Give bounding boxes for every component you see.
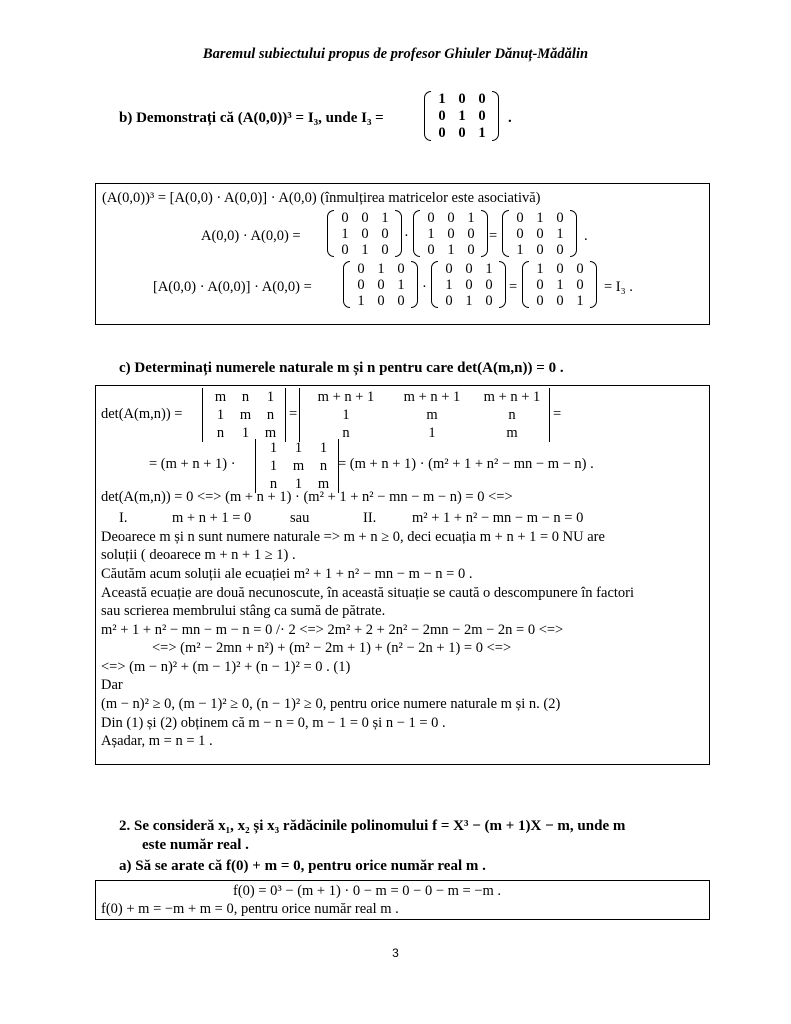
matrix-cell: n <box>319 458 328 474</box>
matrix-cell: 0 <box>361 226 369 242</box>
case-2-eq: m² + 1 + n² − mn − m − n = 0 <box>412 510 584 526</box>
matrix-cell: 0 <box>556 293 564 309</box>
right-parenthesis <box>411 261 418 308</box>
problem-2-line2: este număr real . <box>142 837 249 853</box>
matrix-cell: 1 <box>465 293 473 309</box>
sol-line6: soluții ( deoarece m + n + 1 ≥ 1) . <box>101 547 296 563</box>
page-number: 3 <box>392 946 399 960</box>
matrix-cell: 1 <box>556 277 564 293</box>
matrix-cell: 0 <box>536 277 544 293</box>
matrix-cell: 0 <box>516 210 524 226</box>
matrix-cell: n <box>342 425 350 441</box>
box1-line2-left: A(0,0) · A(0,0) = <box>201 228 301 244</box>
matrix-cell: 0 <box>357 261 365 277</box>
matrix-cell: 1 <box>341 226 349 242</box>
box1-line2-end: . <box>584 228 588 244</box>
matrix-cell: 1 <box>269 458 278 474</box>
matrix-cell: m + n + 1 <box>403 389 461 405</box>
matrix-cell: m <box>426 407 438 423</box>
equals-op: = <box>509 279 518 295</box>
matrix-cell: 0 <box>485 277 493 293</box>
matrix-cell: 0 <box>397 293 405 309</box>
matrix-cell: 0 <box>397 261 405 277</box>
matrix-cell: 1 <box>576 293 584 309</box>
matrix-cell: 0 <box>536 293 544 309</box>
matrix-cell: 1 <box>266 389 275 405</box>
part-b-end: . <box>508 110 512 126</box>
right-bar <box>549 388 550 442</box>
matrix-a00-squared <box>343 261 419 309</box>
box3-line1: f(0) = 0³ − (m + 1) · 0 − m = 0 − 0 − m = −m . <box>233 883 502 899</box>
matrix-cell: n <box>241 389 250 405</box>
left-parenthesis <box>413 210 420 257</box>
case-1-label: I. <box>119 510 128 526</box>
left-parenthesis <box>522 261 529 308</box>
right-parenthesis <box>395 210 402 257</box>
matrix-cell: 0 <box>357 277 365 293</box>
matrix-cell: 0 <box>381 226 389 242</box>
matrix-cell: 1 <box>294 440 303 456</box>
matrix-cell: 0 <box>341 242 349 258</box>
right-parenthesis <box>481 210 488 257</box>
matrix-cell: 0 <box>447 210 455 226</box>
matrix-cell: 0 <box>467 226 475 242</box>
sol-line11: <=> (m² − 2mn + n²) + (m² − 2m + 1) + (n² − 2n + 1) = 0 <=> <box>152 640 512 656</box>
sol-line9: sau scrierea membrului stâng ca sumă de pătrate. <box>101 603 386 619</box>
case-1-eq: m + n + 1 = 0 <box>172 510 252 526</box>
matrix-cell: m <box>239 407 252 423</box>
sol-line15: Din (1) și (2) obținem că m − n = 0, m − 1 = 0 și n − 1 = 0 . <box>101 715 446 731</box>
det-line2-right: = (m + n + 1) · (m² + 1 + n² − mn − m − n) . <box>338 456 594 472</box>
matrix-cell: 1 <box>357 293 365 309</box>
matrix-cell: 0 <box>377 293 385 309</box>
matrix-cell: 1 <box>438 91 446 107</box>
matrix-cell: 1 <box>556 226 564 242</box>
matrix-cell: m + n + 1 <box>317 389 375 405</box>
case-or: sau <box>290 510 310 526</box>
matrix-cell: 0 <box>465 261 473 277</box>
left-parenthesis <box>431 261 438 308</box>
matrix-cell: 0 <box>361 210 369 226</box>
sol-line3: det(A(m,n)) = 0 <=> (m + n + 1) · (m² + 1 + n² − mn − m − n) = 0 <=> <box>101 489 513 505</box>
matrix-cell: 1 <box>536 210 544 226</box>
matrix-cell: 0 <box>445 261 453 277</box>
dot-op: · <box>422 279 427 295</box>
matrix-result <box>502 210 578 258</box>
determinant-2 <box>297 388 555 442</box>
matrix-cell: 0 <box>341 210 349 226</box>
matrix-cell: 1 <box>445 277 453 293</box>
matrix-cell: n <box>269 476 278 492</box>
matrix-a00 <box>327 210 403 258</box>
sol-line14: (m − n)² ≥ 0, (m − 1)² ≥ 0, (n − 1)² ≥ 0, pentru orice numere naturale m și n. (2) <box>101 696 561 712</box>
matrix-cell: 1 <box>397 277 405 293</box>
matrix-cell: 0 <box>445 293 453 309</box>
matrix-cell: m <box>317 476 330 492</box>
left-parenthesis <box>343 261 350 308</box>
page-header: Baremul subiectului propus de profesor Ghiuler Dănuț-Mădălin <box>202 46 589 62</box>
matrix-cell: 0 <box>465 277 473 293</box>
matrix-cell: 0 <box>556 261 564 277</box>
matrix-cell: 0 <box>536 226 544 242</box>
determinant-1 <box>200 388 291 442</box>
problem-2-part-a: a) Să se arate că f(0) + m = 0, pentru orice număr real m . <box>119 858 486 874</box>
matrix-cell: m + n + 1 <box>483 389 541 405</box>
matrix-cell: 1 <box>427 226 435 242</box>
matrix-cell: 0 <box>485 293 493 309</box>
sol-line8: Această ecuație are două necunoscute, în această situație se caută o descompunere în factori <box>101 585 635 601</box>
equals-op: = <box>289 406 298 422</box>
sol-line10: m² + 1 + n² − mn − m − n = 0 /· 2 <=> 2m² + 2 + 2n² − 2mn − 2m − 2n = 0 <=> <box>101 622 564 638</box>
box1-line1: (A(0,0))³ = [A(0,0) · A(0,0)] · A(0,0) (înmulțirea matricelor este asociativă) <box>102 190 541 206</box>
matrix-a00 <box>431 261 507 309</box>
matrix-cell: 1 <box>478 125 486 141</box>
matrix-cell: 1 <box>485 261 493 277</box>
matrix-cell: 1 <box>536 261 544 277</box>
matrix-cell: 1 <box>361 242 369 258</box>
right-parenthesis <box>499 261 506 308</box>
left-bar <box>299 388 300 442</box>
matrix-cell: 0 <box>458 125 466 141</box>
matrix-cell: 1 <box>342 407 350 423</box>
problem-2-line1: 2. Se consideră x₁, x₂ și x₃ rădăcinile polinomului f = X³ − (m + 1)X − m, unde m <box>119 818 626 834</box>
matrix-cell: n <box>216 425 225 441</box>
matrix-cell: 0 <box>438 125 446 141</box>
left-parenthesis <box>424 91 431 141</box>
right-parenthesis <box>590 261 597 308</box>
equals-op: = <box>553 406 562 422</box>
left-bar <box>202 388 203 442</box>
matrix-cell: 0 <box>381 242 389 258</box>
matrix-cell: 1 <box>269 440 278 456</box>
matrix-cell: 0 <box>516 226 524 242</box>
part-c-prompt: c) Determinați numerele naturale m și n pentru care det(A(m,n)) = 0 . <box>119 360 564 376</box>
matrix-cell: 0 <box>576 261 584 277</box>
left-parenthesis <box>502 210 509 257</box>
matrix-cell: 1 <box>516 242 524 258</box>
matrix-cell: m <box>214 389 227 405</box>
matrix-cell: 1 <box>319 440 328 456</box>
left-parenthesis <box>327 210 334 257</box>
part-b-prompt: b) Demonstrați că (A(0,0))³ = I₃, unde I₃ = <box>119 110 384 126</box>
box1-line3-left: [A(0,0) · A(0,0)] · A(0,0) = <box>153 279 312 295</box>
matrix-cell: 0 <box>438 108 446 124</box>
matrix-cell: m <box>506 425 518 441</box>
matrix-cell: 1 <box>241 425 250 441</box>
matrix-identity-result <box>522 261 598 309</box>
matrix-cell: m <box>292 458 305 474</box>
matrix-cell: 0 <box>556 242 564 258</box>
dot-op: · <box>404 228 409 244</box>
sol-line13: Dar <box>101 677 123 693</box>
box3-line2: f(0) + m = −m + m = 0, pentru orice număr real m . <box>101 901 399 917</box>
matrix-cell: 1 <box>467 210 475 226</box>
right-parenthesis <box>492 91 499 141</box>
matrix-cell: 0 <box>427 242 435 258</box>
matrix-cell: m <box>264 425 277 441</box>
matrix-cell: 1 <box>447 242 455 258</box>
sol-line12: <=> (m − n)² + (m − 1)² + (n − 1)² = 0 . (1) <box>101 659 351 675</box>
right-bar <box>285 388 286 442</box>
sol-line7: Căutăm acum soluții ale ecuației m² + 1 + n² − mn − m − n = 0 . <box>101 566 473 582</box>
matrix-cell: 1 <box>377 261 385 277</box>
matrix-cell: 1 <box>428 425 436 441</box>
matrix-cell: 0 <box>458 91 466 107</box>
equals-op: = <box>489 228 498 244</box>
matrix-cell: 1 <box>216 407 225 423</box>
matrix-cell: 0 <box>556 210 564 226</box>
matrix-cell: 0 <box>467 242 475 258</box>
matrix-cell: 0 <box>478 108 486 124</box>
det-line2-left: = (m + n + 1) · <box>149 456 236 472</box>
matrix-cell: 0 <box>576 277 584 293</box>
right-parenthesis <box>570 210 577 257</box>
determinant-3 <box>253 439 344 493</box>
case-2-label: II. <box>363 510 377 526</box>
box1-line3-end: = I₃ . <box>604 279 633 295</box>
sol-line16: Așadar, m = n = 1 . <box>101 733 213 749</box>
sol-line5: Deoarece m și n sunt numere naturale => m + n ≥ 0, deci ecuația m + n + 1 = 0 NU are <box>101 529 605 545</box>
matrix-cell: 1 <box>294 476 303 492</box>
matrix-cell: 0 <box>377 277 385 293</box>
left-bar <box>255 439 256 493</box>
matrix-cell: 0 <box>536 242 544 258</box>
matrix-cell: n <box>266 407 275 423</box>
matrix-a00 <box>413 210 489 258</box>
matrix-cell: 0 <box>478 91 486 107</box>
matrix-cell: 1 <box>458 108 466 124</box>
matrix-cell: 1 <box>381 210 389 226</box>
identity-matrix <box>424 91 500 142</box>
matrix-cell: n <box>508 407 516 423</box>
matrix-cell: 0 <box>447 226 455 242</box>
det-label: det(A(m,n)) = <box>101 406 183 422</box>
matrix-cell: 0 <box>427 210 435 226</box>
